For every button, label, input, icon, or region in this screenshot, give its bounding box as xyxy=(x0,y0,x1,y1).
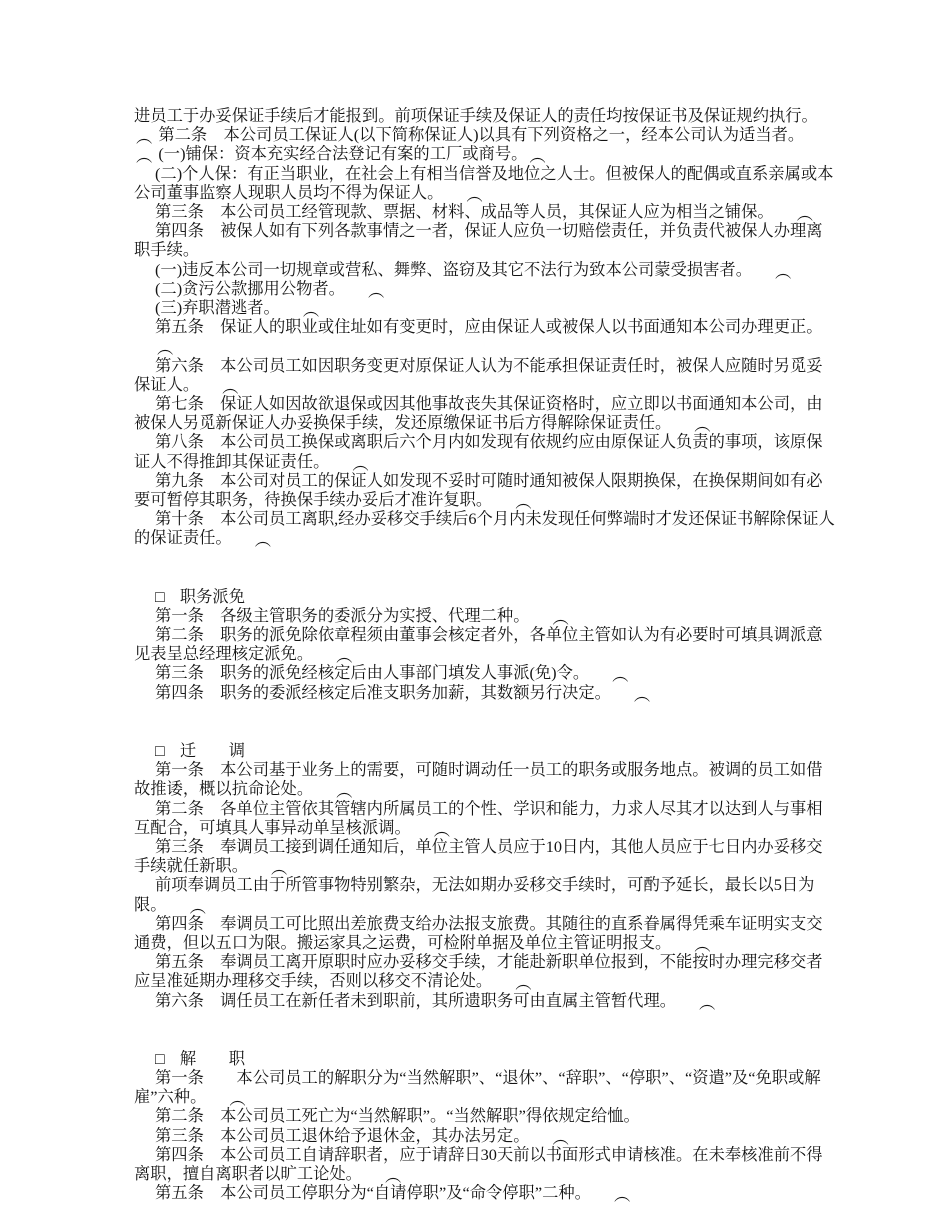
arc-mark: ︵ xyxy=(189,897,206,917)
section-transfer xyxy=(134,740,838,1013)
missing-glyph-box-icon: □ xyxy=(155,1048,165,1068)
article-paragraph: 第四条 被保人如有下列各款事情之一者，保证人应负一切赔偿责任，并负责代被保人办理离职手续。 xyxy=(134,221,823,260)
article-paragraph: 第六条 调任员工在新任者未到职前，其所遗职务可由直属主管暂代理。 ︵ xyxy=(155,990,716,1013)
missing-glyph-box-icon: □ xyxy=(155,586,165,606)
arc-mark: ︵ xyxy=(352,454,369,474)
article-paragraph: 第二条 各单位主管依其管辖内所属员工的个性、学识和能力，力求人尽其才以达到人与事相互配合，可填具人事异动单呈核派调。 ︵ xyxy=(134,798,823,840)
arc-mark: ︵ xyxy=(552,1128,569,1148)
section-appointment-dismissal xyxy=(134,586,838,705)
arc-mark: ︵ xyxy=(694,935,711,955)
list-item-paragraph: ︵ (一)铺保：资本充实经合法登记有案的工厂或商号。 ︵ xyxy=(136,144,546,166)
article-paragraph: 第四条 奉调员工可比照出差旅费支给办法报支旅费。其随往的直系眷属得凭乘车证明实支交通费，但以五口为限。搬运家具之运费，可检附单据及单位主管证明报支。 ︵ xyxy=(134,913,823,955)
section-title xyxy=(134,741,838,760)
article-paragraph: 第二条 本公司员工死亡为“当然解职”。“当然解职”得依规定给恤。 xyxy=(155,1106,640,1126)
article-paragraph: 第五条 本公司员工停职分为“自请停职”及“命令停职”二种。 ︵ xyxy=(155,1183,631,1205)
article-paragraph: 第七条 保证人如因故欲退保或因其他事故丧失其保证资格时，应立即以书面通知本公司，由被保人另觅新保证人办妥换保手续，发还原缴保证书后方得解除保证责任。 ︵ xyxy=(134,394,823,435)
article-paragraph: 第一条 本公司员工的解职分为“当然解职”、“退休”、“辞职”、“停职”、“资遣”及“免职或解雇”六种。 ︵ xyxy=(134,1067,821,1109)
arc-mark: ︵ xyxy=(367,281,385,301)
arc-mark: ︵ xyxy=(774,262,792,282)
section-title xyxy=(134,1049,838,1068)
article-paragraph: ︵ 第二条 本公司员工保证人(以下简称保证人)以具有下列资格之一，经本公司认为适当者。 xyxy=(136,125,805,147)
arc-mark: ︵ xyxy=(302,300,320,320)
arc-mark: ︵ xyxy=(612,665,629,685)
arc-mark: ︵ xyxy=(552,608,569,628)
article-paragraph: 第六条 本公司员工如因职务变更对原保证人认为不能承担保证责任时，被保人应随时另觅妥保证人。 ︵ xyxy=(134,355,823,397)
arc-mark: ︵ xyxy=(229,1089,246,1109)
section-title-text: 迁 调 xyxy=(179,740,245,760)
arc-mark: ︵ xyxy=(694,415,711,435)
article-paragraph: 第三条 奉调员工接到调任通知后，单位主管人员应于10日内，其他人员应于七日内办妥移交手续就任新职。 ︵ xyxy=(134,836,823,878)
article-paragraph: 第四条 本公司员工自请辞职者，应于请辞日30天前以书面形式申请核准。在未奉核准前不得离职，擅自离职者以旷工论处。 ︵ xyxy=(134,1144,823,1186)
arc-mark: ︵ xyxy=(613,1185,631,1205)
article-paragraph: 第三条 本公司员工经管现款、票据、材料、成品等人员，其保证人应为相当之铺保。 ︵ xyxy=(155,202,813,224)
arc-mark: ︵ xyxy=(466,185,483,205)
list-item-paragraph: (二)贪污公款挪用公物者。 ︵ xyxy=(155,278,385,301)
article-paragraph: 前项奉调员工由于所管事物特别繁杂，无法如期办妥移交手续时，可酌予延长，最长以5日为限。 ︵ xyxy=(134,875,815,917)
article-paragraph: 第三条 本公司员工退休给予退休金，其办法另定。 ︵ xyxy=(155,1125,569,1148)
arc-mark: ︵ xyxy=(384,1166,402,1186)
section-termination xyxy=(134,1049,838,1203)
arc-mark: ︵ xyxy=(529,146,546,166)
arc-mark: ︵ xyxy=(136,146,153,166)
article-paragraph: 第一条 各级主管职务的委派分为实授、代理二种。 ︵ xyxy=(155,605,569,628)
arc-mark: ︵ xyxy=(515,492,532,512)
arc-mark: ︵ xyxy=(222,377,239,397)
section-title-text: 解 职 xyxy=(179,1048,245,1068)
article-paragraph: 第二条 职务的派免除依章程须由董事会核定者外，各单位主管如认为有必要时可填具调派意见表呈总经理核定派免。 ︵ xyxy=(134,625,823,666)
article-paragraph: 第九条 本公司对员工的保证人如发现不妥时可随时通知被保人限期换保，在换保期间如有必要可暂停其职务，待换保手续办妥后才准许复职。 ︵ xyxy=(134,470,823,512)
section-title xyxy=(134,587,838,606)
list-item-paragraph: (二)个人保：有正当职业，在社会上有相当信誉及地位之人士。但被保人的配偶或直系亲属或本公司董事监察人现职人员均不得为保证人。 ︵ xyxy=(134,163,834,205)
section-title-text: 职务派免 xyxy=(179,586,245,606)
arc-mark: ︵ xyxy=(796,204,813,224)
arc-mark: ︵ xyxy=(699,993,716,1013)
article-paragraph: 第一条 本公司基于业务上的需要，可随时调动任一员工的职务或服务地点。被调的员工如借故推诿，概以抗命论处。 ︵ xyxy=(134,760,823,801)
document-body xyxy=(134,106,838,1205)
article-paragraph: 第三条 职务的派免经核定后由人事部门填发人事派(免)令。 ︵ xyxy=(155,663,629,685)
arc-mark: ︵ xyxy=(254,530,271,550)
arc-mark: ︵ xyxy=(336,646,353,666)
list-item-paragraph: (三)弃职潜逃者。 ︵ xyxy=(155,298,320,320)
article-paragraph: 第八条 本公司员工换保或离职后六个月内如发现有依规约应由原保证人负责的事项，该原保证人不得推卸其保证责任。 ︵ xyxy=(134,432,823,474)
arc-mark: ︵ xyxy=(633,685,651,705)
arc-mark: ︵ xyxy=(336,781,353,801)
continuation-paragraph: 进员工于办妥保证手续后才能报到。前项保证手续及保证人的责任均按保证书及保证规约执行。 xyxy=(134,106,818,125)
missing-glyph-box-icon: □ xyxy=(155,740,165,760)
arc-mark: ︵ xyxy=(270,858,288,878)
article-paragraph: 第四条 职务的委派经核定后准支职务加薪，其数额另行决定。 ︵ xyxy=(155,682,651,705)
arc-mark: ︵ xyxy=(515,973,532,993)
arc-mark: ︵ xyxy=(433,820,451,840)
article-paragraph: 第五条 奉调员工离开原职时应办妥移交手续，才能赴新职单位报到，不能按时办理完移交者应呈准延期办理移交手续，否则以移交不清论处。 ︵ xyxy=(134,952,823,993)
article-paragraph: 第十条 本公司员工离职,经办妥移交手续后6个月内未发现任何弊端时才发还保证书解除保证人的保证责任。 ︵ xyxy=(134,509,835,550)
arc-mark: ︵ xyxy=(136,127,153,147)
arc-mark: ︵ xyxy=(157,338,174,358)
list-item-paragraph: (一)违反本公司一切规章或营私、舞弊、盗窃及其它不法行为致本公司蒙受损害者。 ︵ xyxy=(155,259,792,282)
article-paragraph: 第五条 保证人的职业或住址如有变更时，应由保证人或被保人以书面通知本公司办理更正。︵ xyxy=(134,317,838,355)
